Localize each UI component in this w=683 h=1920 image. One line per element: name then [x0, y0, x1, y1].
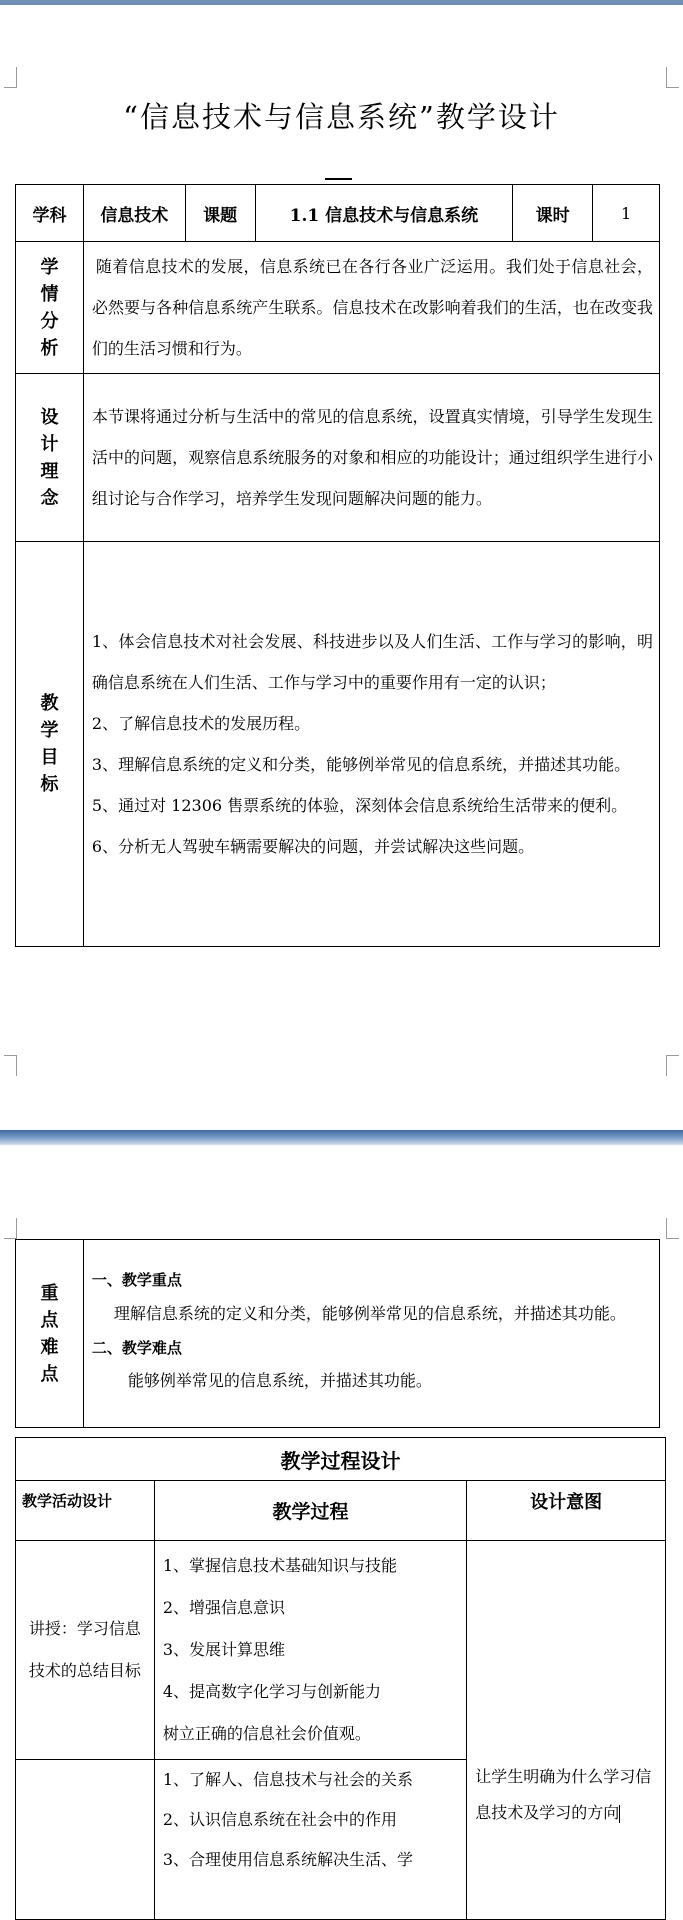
activity-cell[interactable] — [16, 1541, 155, 1760]
goal-item: 5、通过对 12306 售票系统的体验，深刻体会信息系统给生活带来的便利。 — [91, 796, 628, 815]
intent-text: 让学生明确为什么学习信息技术及学习的方向 — [475, 1767, 652, 1822]
section-text-analysis[interactable] — [83, 242, 659, 374]
section-label-text: 教学目标 — [40, 693, 59, 795]
concept-paragraph: 本节课将通过分析与生活中的常见的信息系统，设置真实情境，引导学生发现生活中的问题，观察信息系统服务的对象和相应的功能设计；通过组织学生进行小组讨论与合作学习，培养学生发现问题解决问题的能力。 — [91, 407, 653, 508]
section-label-goals — [16, 542, 84, 947]
topic-value[interactable]: 1.1 信息技术与信息系统 — [255, 185, 513, 242]
process-step: 2、增强信息意识 — [162, 1598, 285, 1617]
process-step: 1、了解人、信息技术与社会的关系 — [162, 1770, 413, 1789]
section-goals-list[interactable] — [83, 542, 659, 947]
page-corner-mark — [666, 67, 679, 88]
title-underline — [325, 178, 352, 180]
process-step: 3、发展计算思维 — [162, 1640, 285, 1659]
process-step: 2、认识信息系统在社会中的作用 — [162, 1810, 397, 1829]
col-intent-header — [467, 1481, 666, 1541]
goal-item: 1、体会信息技术对社会发展、科技进步以及人们生活、工作与学习的影响，明确信息系统在人们生活、工作与学习中的重要作用有一定的认识； — [91, 632, 653, 692]
subject-value[interactable]: 信息技术 — [83, 185, 185, 242]
lesson-info-table — [15, 184, 660, 947]
page-corner-mark — [4, 1055, 17, 1076]
process-step: 4、提高数字化学习与创新能力 — [162, 1682, 381, 1701]
focus-heading: 一、教学重点 — [91, 1270, 182, 1289]
col-activity-header — [16, 1481, 155, 1541]
section-text-concept[interactable] — [83, 374, 659, 542]
subject-label: 学科 — [16, 185, 84, 242]
page-corner-mark — [666, 1055, 679, 1076]
goal-item: 3、理解信息系统的定义和分类，能够例举常见的信息系统，并描述其功能。 — [91, 755, 631, 774]
process-design-table — [15, 1437, 666, 1920]
page-corner-mark — [666, 1218, 679, 1239]
process-step: 1、掌握信息技术基础知识与技能 — [162, 1556, 397, 1575]
col-intent-label: 设计意图 — [530, 1492, 603, 1513]
topic-label: 课题 — [185, 185, 255, 242]
intent-cell[interactable] — [467, 1541, 666, 1920]
activity-cell[interactable] — [16, 1760, 155, 1920]
key-points-content[interactable] — [83, 1240, 659, 1428]
section-label-analysis — [16, 242, 84, 374]
section-label-concept — [16, 374, 84, 542]
activity-text: 讲授：学习信息技术的总结目标 — [28, 1619, 141, 1680]
col-activity-label: 教学活动设计 — [22, 1492, 113, 1510]
text-cursor — [619, 1805, 620, 1823]
analysis-paragraph: 随着信息技术的发展，信息系统已在各行各业广泛运用。我们处于信息社会，必然要与各种信息系统产生联系。信息技术在改影响着我们的生活，也在改变我们的生活习惯和行为。 — [91, 257, 653, 358]
section-label-text: 学情分析 — [40, 256, 59, 359]
focus-text: 理解信息系统的定义和分类，能够例举常见的信息系统，并描述其功能。 — [113, 1303, 626, 1323]
goal-item: 2、了解信息技术的发展历程。 — [91, 714, 311, 733]
col-process-label: 教学过程 — [272, 1501, 349, 1523]
page-corner-mark — [4, 67, 17, 88]
process-steps-cell[interactable] — [154, 1541, 466, 1760]
col-process-header — [154, 1481, 466, 1541]
goal-item: 6、分析无人驾驶车辆需要解决的问题，并尝试解决这些问题。 — [91, 837, 535, 856]
hours-label: 课时 — [513, 185, 593, 242]
key-points-label — [16, 1240, 84, 1428]
process-step: 树立正确的信息社会价值观。 — [162, 1724, 371, 1743]
difficulty-text: 能够例举常见的信息系统，并描述其功能。 — [127, 1370, 432, 1390]
difficulty-heading: 二、教学难点 — [91, 1338, 182, 1357]
section-label-text: 重点难点 — [40, 1282, 59, 1385]
page-separator — [0, 1130, 683, 1180]
process-steps-cell[interactable] — [154, 1760, 466, 1920]
key-points-table — [15, 1239, 660, 1428]
process-step: 3、合理使用信息系统解决生活、学 — [162, 1850, 413, 1869]
page-corner-mark — [4, 1218, 17, 1239]
hours-value[interactable]: 1 — [593, 185, 660, 242]
section-label-text: 设计理念 — [40, 406, 59, 509]
document-title: “信息技术与信息系统”教学设计 — [123, 100, 560, 134]
process-title: 教学过程设计 — [16, 1438, 666, 1481]
